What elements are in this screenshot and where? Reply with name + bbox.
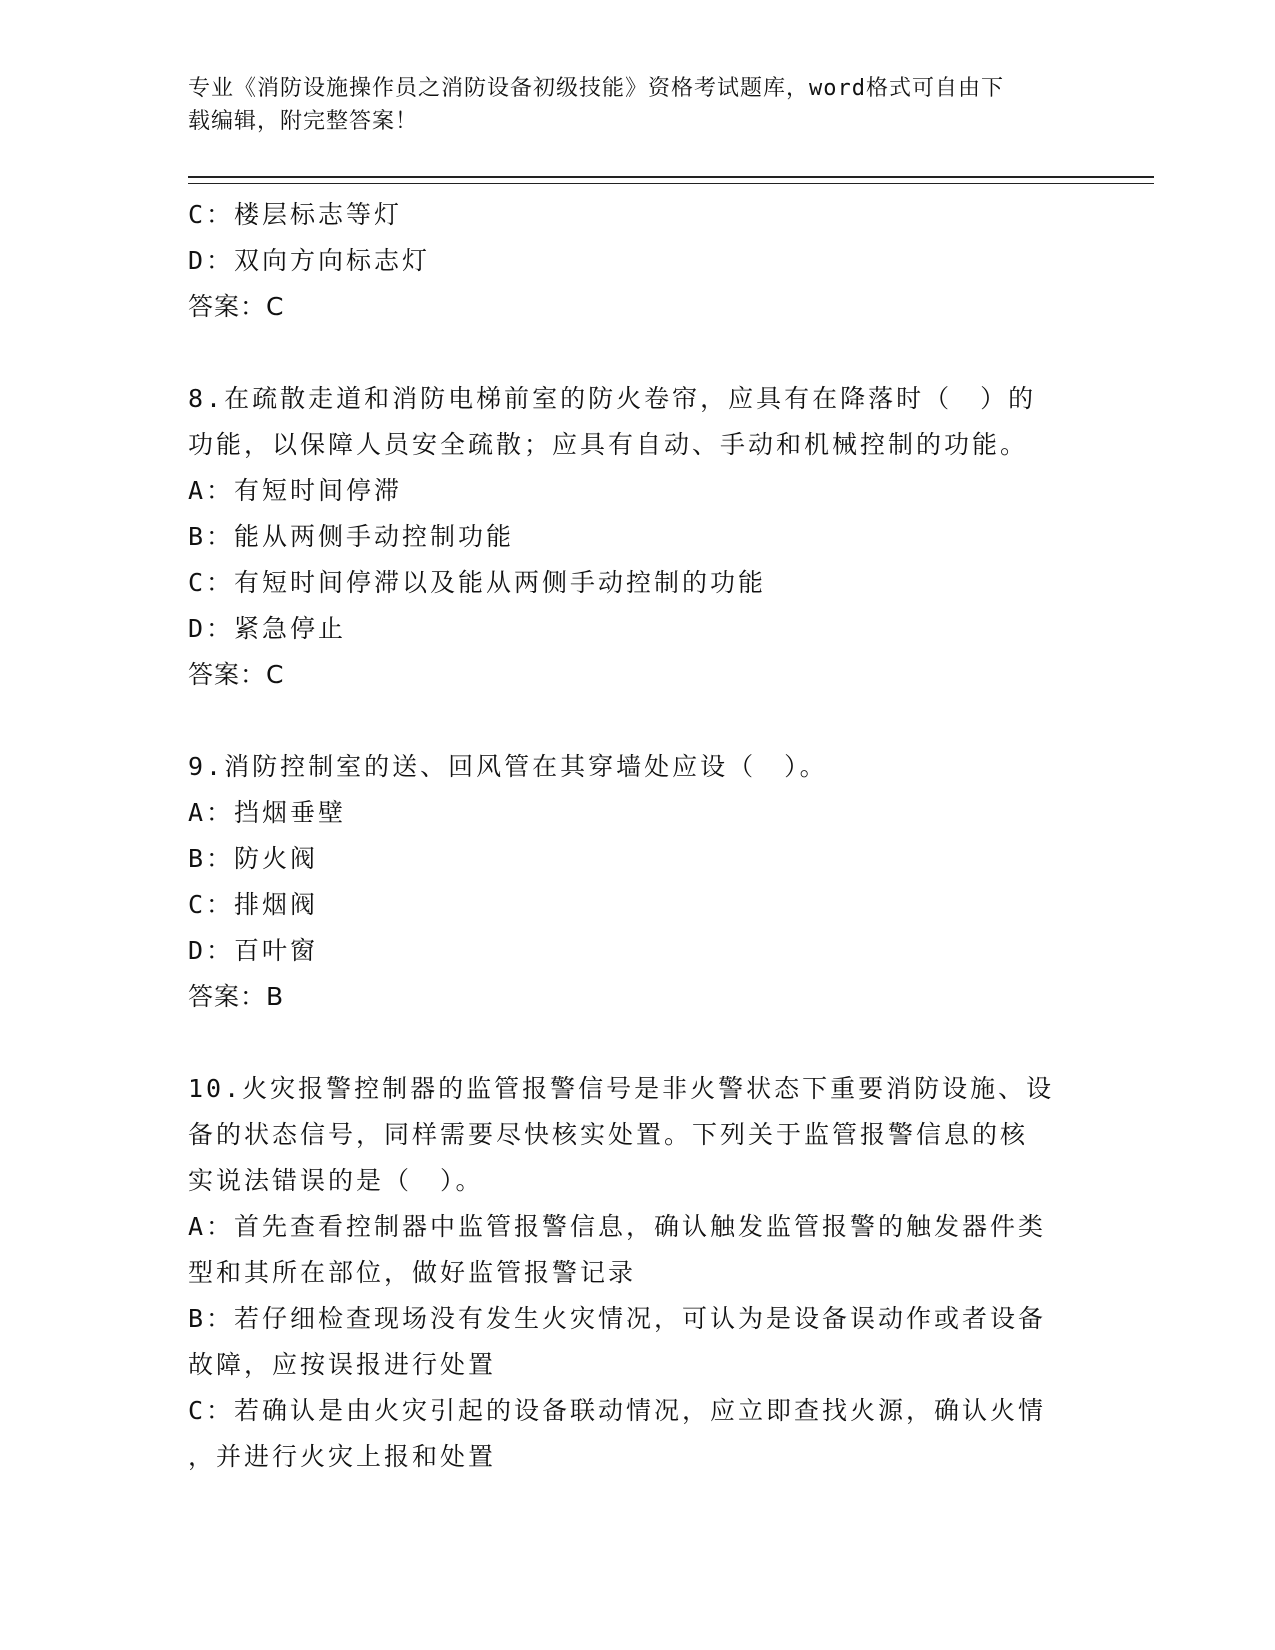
question-8-stem-line-2: 功能，以保障人员安全疏散；应具有自动、手动和机械控制的功能。 (188, 430, 1029, 459)
header-divider (188, 176, 1154, 184)
spacer (188, 698, 1078, 744)
question-8-option-c: C：有短时间停滞以及能从两侧手动控制的功能 (188, 568, 767, 597)
question-9-stem: 9.消防控制室的送、回风管在其穿墙处应设（ ）。 (188, 752, 828, 781)
question-8-answer: 答案：C (188, 660, 285, 689)
question-10-option-a-line-1: A：首先查看控制器中监管报警信息，确认触发监管报警的触发器件类 (188, 1212, 1047, 1241)
option-d: D：双向方向标志灯 (188, 246, 431, 275)
question-8-option-b: B：能从两侧手动控制功能 (188, 522, 515, 551)
question-10-option-c-line-1: C：若确认是由火灾引起的设备联动情况，应立即查找火源，确认火情 (188, 1396, 1047, 1425)
question-10-stem-line-3: 实说法错误的是（ ）。 (188, 1166, 484, 1195)
question-8-option-a: A：有短时间停滞 (188, 476, 403, 505)
header-line-1: 专业《消防设施操作员之消防设备初级技能》资格考试题库，word格式可自由下 (188, 76, 1004, 101)
question-9-option-a: A：挡烟垂壁 (188, 798, 347, 827)
option-c: C：楼层标志等灯 (188, 200, 403, 229)
question-10-stem-line-2: 备的状态信号，同样需要尽快核实处置。下列关于监管报警信息的核 (188, 1120, 1029, 1149)
page-header (188, 72, 1068, 138)
question-10-stem-line-1: 10.火灾报警控制器的监管报警信号是非火警状态下重要消防设施、设 (188, 1074, 1055, 1103)
header-line-2: 载编辑，附完整答案！ (188, 109, 419, 134)
question-10-option-a-line-2: 型和其所在部位，做好监管报警记录 (188, 1258, 637, 1287)
spacer (188, 1020, 1078, 1066)
answer-line: 答案：C (188, 292, 285, 321)
question-10-option-b-line-1: B：若仔细检查现场没有发生火灾情况，可认为是设备误动作或者设备 (188, 1304, 1047, 1333)
question-10-option-b-line-2: 故障，应按误报进行处置 (188, 1350, 497, 1379)
question-9-option-c: C：排烟阀 (188, 890, 319, 919)
question-9-option-d: D：百叶窗 (188, 936, 319, 965)
question-8-stem-line-1: 8.在疏散走道和消防电梯前室的防火卷帘，应具有在降落时（ ）的 (188, 384, 1037, 413)
question-content (188, 192, 1078, 1480)
question-9-answer: 答案：B (188, 982, 285, 1011)
question-10-option-c-line-2: ，并进行火灾上报和处置 (188, 1442, 497, 1471)
question-9-option-b: B：防火阀 (188, 844, 319, 873)
spacer (188, 330, 1078, 376)
question-8-option-d: D：紧急停止 (188, 614, 347, 643)
